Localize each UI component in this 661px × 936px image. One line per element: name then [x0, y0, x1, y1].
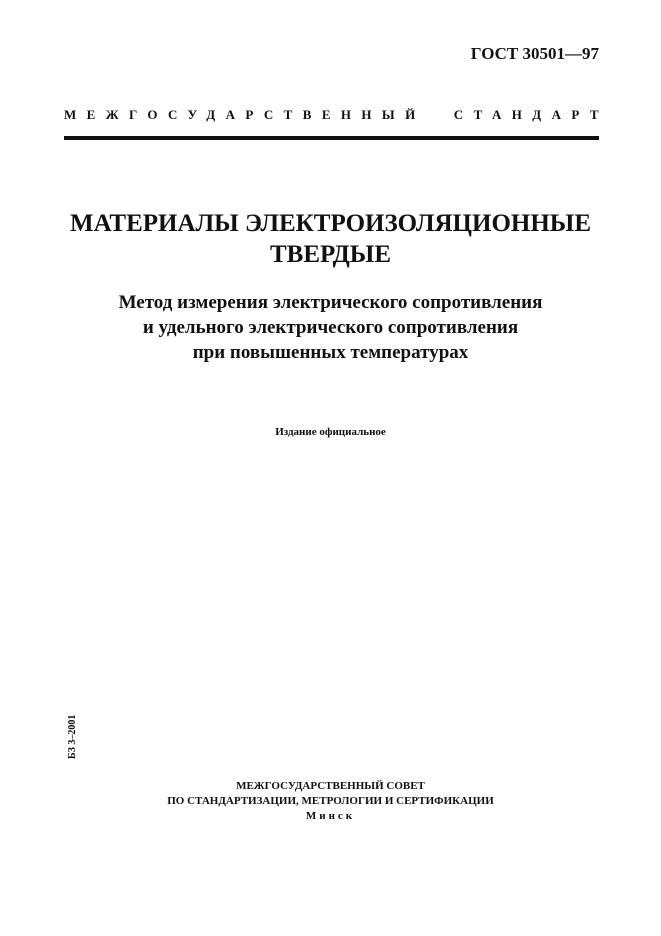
title-line-1: МАТЕРИАЛЫ ЭЛЕКТРОИЗОЛЯЦИОННЫЕ	[69, 210, 592, 237]
standard-kind-right: СТАНДАРТ	[453, 107, 609, 122]
title-line-2: ТВЕРДЫЕ	[269, 241, 392, 268]
subtitle-line-2: и удельного электрического сопротивления	[142, 317, 519, 338]
standard-kind-left: МЕЖГОСУДАРСТВЕННЫЙ	[64, 107, 426, 122]
document-title	[0, 208, 661, 270]
publisher-city: Минск	[305, 810, 356, 822]
document-code: ГОСТ 30501—97	[470, 44, 599, 63]
publisher-block	[0, 779, 661, 824]
edition-label: Издание официальное	[275, 426, 386, 438]
subtitle-line-3: при повышенных температурах	[192, 342, 469, 363]
header-divider	[64, 136, 599, 140]
subtitle-line-1: Метод измерения электрического сопротивления	[118, 292, 543, 313]
document-subtitle	[0, 290, 661, 365]
publisher-line-1: МЕЖГОСУДАРСТВЕННЫЙ СОВЕТ	[236, 780, 425, 792]
side-code: БЗ 3–2001	[67, 714, 78, 759]
publisher-line-2: ПО СТАНДАРТИЗАЦИИ, МЕТРОЛОГИИ И СЕРТИФИКАЦИИ	[167, 795, 494, 807]
